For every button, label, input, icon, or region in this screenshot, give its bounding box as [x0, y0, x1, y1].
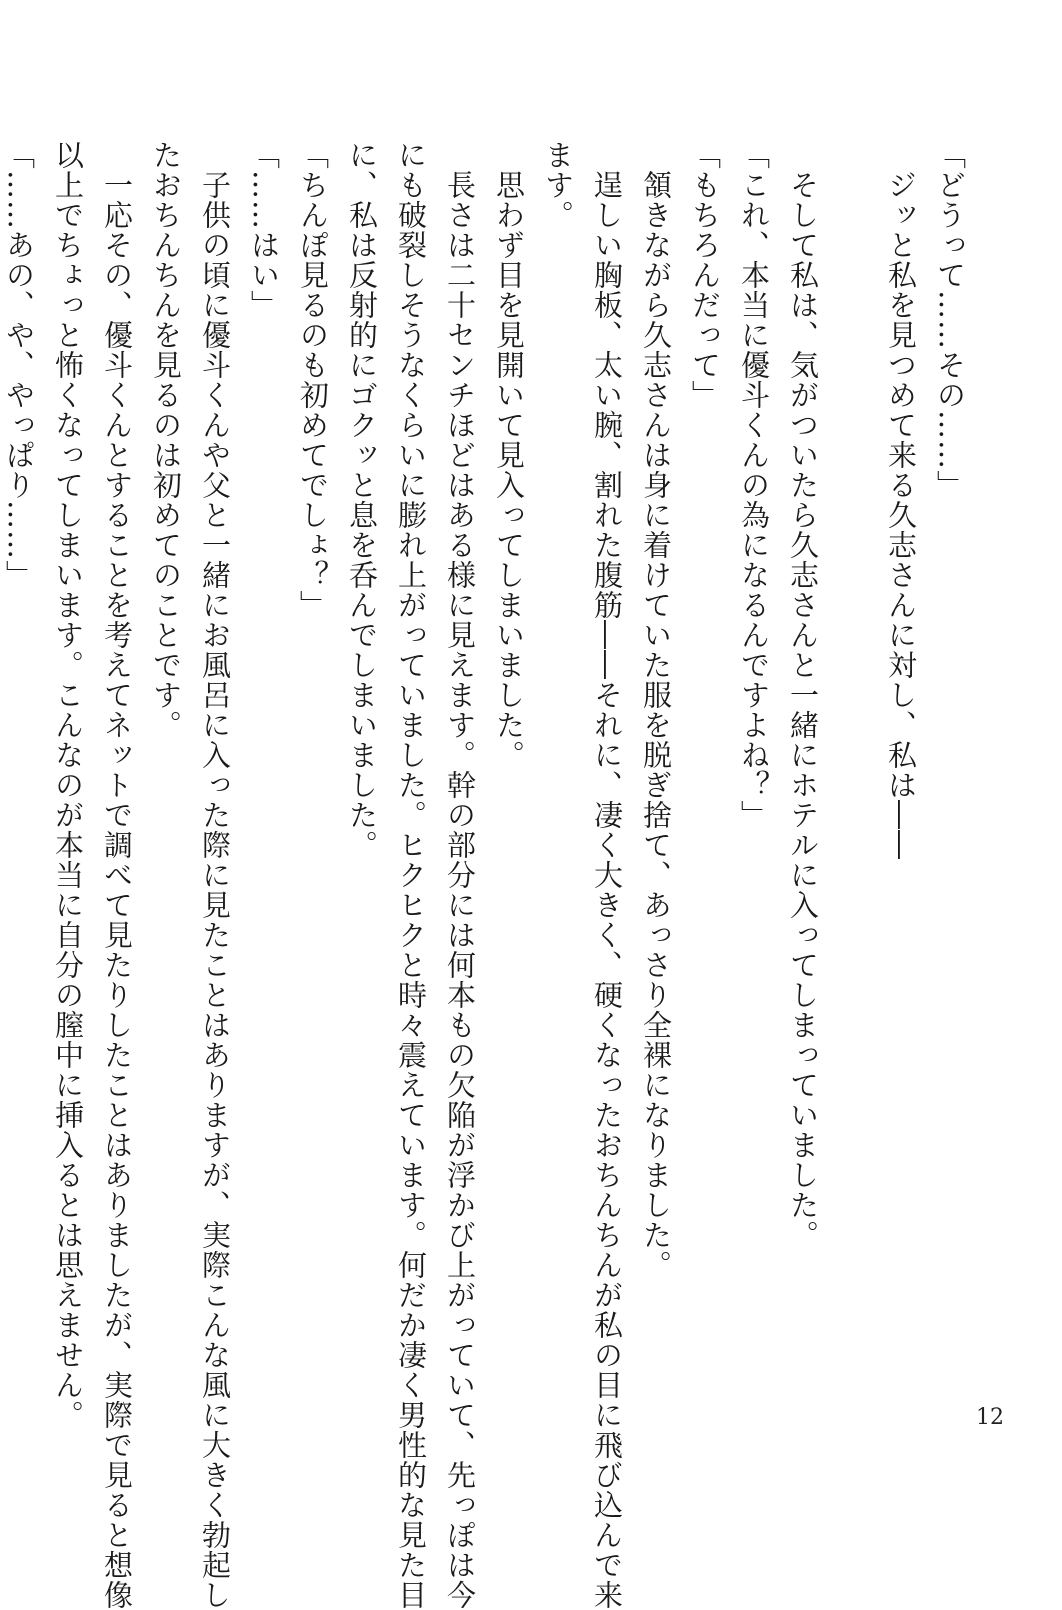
text-line: 「……あの、や、やっぱり……」	[2, 140, 36, 590]
text-line: に、私は反射的にゴクッと息を呑んでしまいました。	[345, 140, 379, 860]
text-line: ジッと私を見つめて来る久志さんに対し、私は――	[884, 140, 918, 860]
text-line: 長さは二十センチほどはある様に見えます。幹の部分には何本もの欠陥が浮かび上がっていて、先っぽは今	[443, 140, 477, 1610]
text-line: 「どうって……その……」	[933, 140, 967, 500]
text-line: 頷きながら久志さんは身に着けていた服を脱ぎ捨て、あっさり全裸になりました。	[639, 140, 673, 1280]
text-line: 思わず目を見開いて見入ってしまいました。	[492, 140, 526, 770]
text-line: にも破裂しそうなくらいに膨れ上がっていました。ヒクヒクと時々震えています。何だか凄く男性的な見た目	[394, 140, 428, 1610]
text-line: 子供の頃に優斗くんや父と一緒にお風呂に入った際に見たことはありますが、実際こんな風に大きく勃起し	[198, 140, 232, 1610]
blank-line	[827, 140, 876, 1400]
text-line: 「……はい」	[247, 140, 281, 320]
page-number: 12	[976, 1405, 1004, 1430]
text-line: たおちんちんを見るのは初めてのことです。	[149, 140, 183, 740]
text-line: ます。	[541, 140, 575, 230]
text-line: 逞しい胸板、太い腕、割れた腹筋――それに、凄く大きく、硬くなったおちんちんが私の目に飛び込んで来	[590, 140, 624, 1610]
vertical-text-body	[2, 140, 974, 1610]
text-line: 「もちろんだって」	[688, 140, 722, 410]
text-line: 以上でちょっと怖くなってしまいます。こんなのが本当に自分の膣中に挿入るとは思えません。	[51, 140, 85, 1430]
text-line: そして私は、気がついたら久志さんと一緒にホテルに入ってしまっていました。	[786, 140, 820, 1250]
text-line: 「ちんぽ見るのも初めてでしょ？」	[296, 140, 330, 620]
text-line: 「これ、本当に優斗くんの為になるんですよね？」	[737, 140, 771, 830]
text-line: 一応その、優斗くんとすることを考えてネットで調べて見たりしたことはありましたが、実際で見ると想像	[100, 140, 134, 1610]
